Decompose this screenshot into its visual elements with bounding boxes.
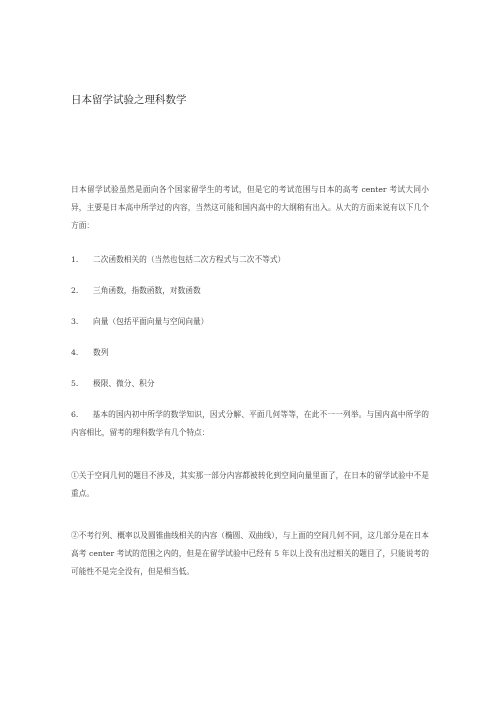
list-item-4 [71,344,429,362]
list-item-text: 三角函数，指数函数，对数函数 [93,286,201,295]
list-item-6 [71,406,429,442]
point-2-paragraph: ②不考行列、概率以及圆锥曲线相关的内容（椭圆、双曲线），与上面的空间几何不同，这几部分是在日本高考 center 考试的范围之内的，但是在留学试验中已经有 5 年以上没有出过相关的题目了，只能说考的可能性不是完全没有，但是相当低。 [71,531,429,576]
point-1-paragraph: ①关于空间几何的题目不涉及，其实那一部分内容都被转化到空间向量里面了，在日本的留学试验中不是重点。 [71,471,429,498]
list-item-number: 5. [71,379,79,388]
list-item-number: 3. [71,317,79,326]
list-item-number: 4. [71,348,79,357]
list-item-5 [71,375,429,393]
list-item-2 [71,282,429,300]
list-item-text: 基本的国内初中所学的数学知识，因式分解、平面几何等等，在此不一一列举。与国内高中所学的内容相比，留考的理科数学有几个特点： [71,410,429,437]
document-title: 日本留学试验之理科数学 [71,94,187,106]
list-item-text: 极限、微分、积分 [93,379,155,388]
list-item-number: 6. [71,410,79,419]
list-item-1 [71,251,429,269]
list-item-number: 1. [71,255,79,264]
list-item-text: 向量（包括平面向量与空间向量） [93,317,209,326]
list-item-text: 数列 [93,348,109,357]
list-item-text: 二次函数相关的（当然也包括二次方程式与二次不等式） [93,255,286,264]
list-item-3 [71,313,429,331]
list-item-number: 2. [71,286,79,295]
intro-paragraph: 日本留学试验虽然是面向各个国家留学生的考试，但是它的考试范围与日本的高考 center 考试大同小异，主要是日本高中所学过的内容，当然这可能和国内高中的大纲稍有出入。从大的方面来说有以下几个方面： [71,185,429,230]
